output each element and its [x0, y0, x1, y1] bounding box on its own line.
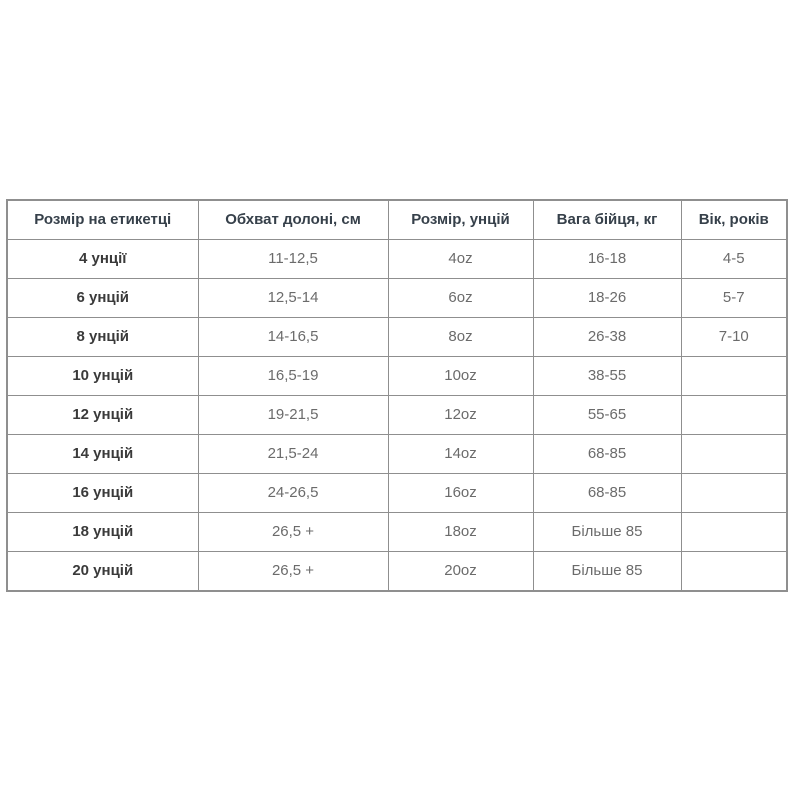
column-header: Обхват долоні, см	[198, 200, 388, 240]
row-label-cell: 16 унцій	[7, 474, 198, 513]
row-label-cell: 4 унції	[7, 240, 198, 279]
data-cell: 19-21,5	[198, 396, 388, 435]
data-cell: 8oz	[388, 318, 533, 357]
table-row	[7, 279, 787, 318]
table-row	[7, 357, 787, 396]
data-cell: 7-10	[681, 318, 787, 357]
data-cell	[681, 357, 787, 396]
data-cell: 24-26,5	[198, 474, 388, 513]
data-cell: 68-85	[533, 474, 681, 513]
row-label-cell: 8 унцій	[7, 318, 198, 357]
column-header: Розмір на етикетці	[7, 200, 198, 240]
row-label-cell: 10 унцій	[7, 357, 198, 396]
data-cell: 5-7	[681, 279, 787, 318]
table-row	[7, 396, 787, 435]
data-cell: 20oz	[388, 552, 533, 592]
data-cell	[681, 435, 787, 474]
data-cell: 38-55	[533, 357, 681, 396]
data-cell: 4oz	[388, 240, 533, 279]
table-row	[7, 474, 787, 513]
row-label-cell: 14 унцій	[7, 435, 198, 474]
data-cell: 21,5-24	[198, 435, 388, 474]
data-cell: 14-16,5	[198, 318, 388, 357]
data-cell: 26-38	[533, 318, 681, 357]
data-cell: 6oz	[388, 279, 533, 318]
data-cell: 18-26	[533, 279, 681, 318]
column-header: Вік, років	[681, 200, 787, 240]
glove-size-table	[6, 199, 788, 592]
data-cell: 26,5 +	[198, 552, 388, 592]
data-cell	[681, 474, 787, 513]
table-row	[7, 318, 787, 357]
row-label-cell: 12 унцій	[7, 396, 198, 435]
data-cell: Більше 85	[533, 513, 681, 552]
table-row	[7, 513, 787, 552]
column-header: Розмір, унцій	[388, 200, 533, 240]
data-cell: 68-85	[533, 435, 681, 474]
table-row	[7, 552, 787, 592]
data-cell: 11-12,5	[198, 240, 388, 279]
data-cell: 18oz	[388, 513, 533, 552]
header-row	[7, 200, 787, 240]
data-cell	[681, 513, 787, 552]
row-label-cell: 18 унцій	[7, 513, 198, 552]
column-header: Вага бійця, кг	[533, 200, 681, 240]
data-cell	[681, 552, 787, 592]
data-cell: 55-65	[533, 396, 681, 435]
data-cell: 12oz	[388, 396, 533, 435]
table-body	[7, 240, 787, 592]
row-label-cell: 6 унцій	[7, 279, 198, 318]
table-row	[7, 240, 787, 279]
data-cell: 16oz	[388, 474, 533, 513]
size-chart-container	[6, 199, 788, 592]
data-cell: 12,5-14	[198, 279, 388, 318]
data-cell: 10oz	[388, 357, 533, 396]
row-label-cell: 20 унцій	[7, 552, 198, 592]
data-cell: 16,5-19	[198, 357, 388, 396]
data-cell	[681, 396, 787, 435]
table-row	[7, 435, 787, 474]
data-cell: 14oz	[388, 435, 533, 474]
data-cell: 26,5 +	[198, 513, 388, 552]
data-cell: 4-5	[681, 240, 787, 279]
data-cell: 16-18	[533, 240, 681, 279]
data-cell: Більше 85	[533, 552, 681, 592]
